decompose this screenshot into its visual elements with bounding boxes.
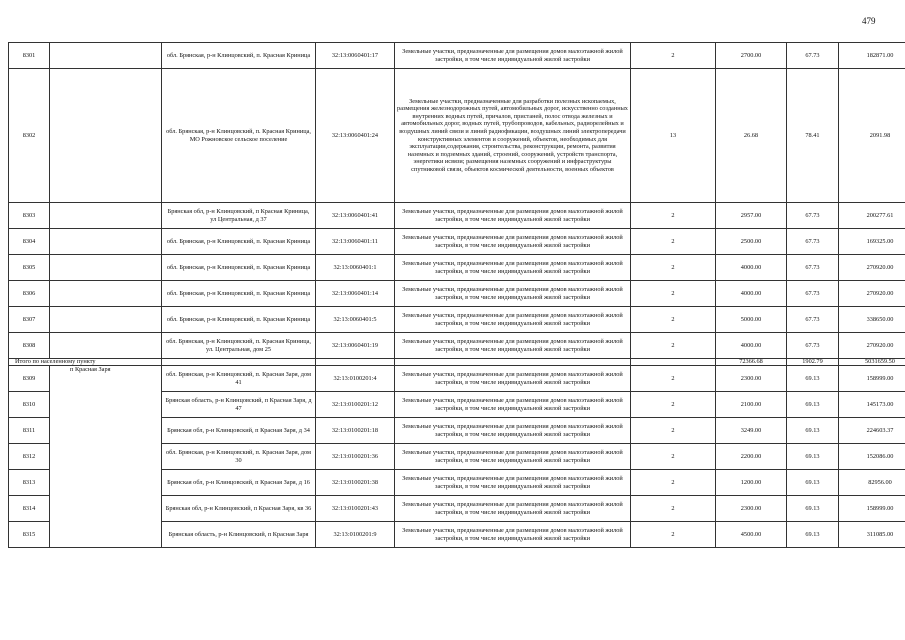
area-cell: 2500.00: [716, 229, 787, 255]
address-cell: обл. Брянская, р-н Клинцовский, п. Красная Криница: [162, 229, 316, 255]
blank-cell: [50, 333, 162, 359]
land-use-cell: Земельные участки, предназначенные для размещения домов малоэтажной жилой застройки, в том числе индивидуальной жилой застройки: [395, 470, 631, 496]
table-row: [9, 366, 905, 392]
cadastral-number: 32:13:0100201:12: [316, 392, 395, 418]
land-use-cell: Земельные участки, предназначенные для размещения домов малоэтажной жилой застройки, в том числе индивидуальной жилой застройки: [395, 522, 631, 548]
land-use-cell: Земельные участки, предназначенные для размещения домов малоэтажной жилой застройки, в том числе индивидуальной жилой застройки: [395, 333, 631, 359]
land-use-cell: Земельные участки, предназначенные для размещения домов малоэтажной жилой застройки, в том числе индивидуальной жилой застройки: [395, 229, 631, 255]
zone-cell: 2: [631, 333, 716, 359]
cadastral-number: 32:13:0100201:36: [316, 444, 395, 470]
land-use-cell: Земельные участки, предназначенные для размещения домов малоэтажной жилой застройки, в том числе индивидуальной жилой застройки: [395, 307, 631, 333]
area-cell: 4000.00: [716, 255, 787, 281]
address-cell: Брянская обл, р-н Клинцовский, п Красная Заря, д 34: [162, 418, 316, 444]
table-row: [9, 281, 905, 307]
land-use-cell: Земельные участки, предназначенные для размещения домов малоэтажной жилой застройки, в том числе индивидуальной жилой застройки: [395, 255, 631, 281]
row-number: 8311: [9, 418, 50, 444]
address-cell: Брянская область, р-н Клинцовский, п Красная Заря: [162, 522, 316, 548]
address-cell: обл. Брянская, р-н Клинцовский, п. Красная Криница: [162, 255, 316, 281]
table-row: [9, 203, 905, 229]
blank-cell: [50, 69, 162, 203]
area-cell: 2957.00: [716, 203, 787, 229]
rate-cell: 69.13: [787, 522, 839, 548]
blank-cell: [50, 281, 162, 307]
address-cell: обл. Брянская, р-н Клинцовский, п. Красная Криница: [162, 281, 316, 307]
land-use-cell: Земельные участки, предназначенные для размещения домов малоэтажной жилой застройки, в том числе индивидуальной жилой застройки: [395, 444, 631, 470]
rate-cell: 67.73: [787, 255, 839, 281]
settlement-name: п Красная Заря: [50, 366, 162, 548]
rate-cell: 67.73: [787, 333, 839, 359]
area-cell: 1200.00: [716, 470, 787, 496]
rate-cell: 69.13: [787, 444, 839, 470]
blank-cell: [50, 255, 162, 281]
row-number: 8307: [9, 307, 50, 333]
cadastral-number: 32:13:0060401:11: [316, 229, 395, 255]
zone-cell: 2: [631, 43, 716, 69]
value-cell: 270920.00: [839, 255, 905, 281]
page-number: 479: [862, 16, 876, 26]
row-number: 8302: [9, 69, 50, 203]
zone-cell: 2: [631, 418, 716, 444]
table-row: [9, 229, 905, 255]
zone-cell: 2: [631, 229, 716, 255]
address-cell: Брянская обл, р-н Клинцовский, п Красная Заря, кв 36: [162, 496, 316, 522]
zone-cell: 2: [631, 307, 716, 333]
cadastral-number: 32:13:0060401:24: [316, 69, 395, 203]
rate-cell: 69.13: [787, 496, 839, 522]
rate-cell: 69.13: [787, 392, 839, 418]
rate-cell: 67.73: [787, 281, 839, 307]
land-registry-table: [8, 42, 905, 548]
rate-cell: 69.13: [787, 418, 839, 444]
value-cell: 158999.00: [839, 366, 905, 392]
row-number: 8308: [9, 333, 50, 359]
land-use-cell: Земельные участки, предназначенные для разработки полезных ископаемых, размещения железнодорожных путей, автомобильных дорог, искусственно созданных внутренних водных путей, причалов, пристаней, полос отвода железных и автомобильных дорог, водных путей, трубопроводов, кабельных, радиорелейных и воздушных линий связи и линий радиофикации, воздушных линий электропередачи конструктивных элементов и сооружений, объектов, необходимых для эксплуатации,содержания, строительства, реконструкции, ремонта, развития наземных и подземных зданий, строений, сооружений, устройств транспорта, энергетики исвязи; размещения наземных сооружений и инфраструктуры спутниковой связи, объектов космической деятельности, военных объектов: [395, 69, 631, 203]
zone-cell: 2: [631, 281, 716, 307]
area-cell: 4000.00: [716, 281, 787, 307]
blank-cell: [162, 359, 316, 366]
land-use-cell: Земельные участки, предназначенные для размещения домов малоэтажной жилой застройки, в том числе индивидуальной жилой застройки: [395, 392, 631, 418]
rate-cell: 69.13: [787, 366, 839, 392]
value-cell: 158999.00: [839, 496, 905, 522]
cadastral-number: 32:13:0100201:9: [316, 522, 395, 548]
address-cell: обл. Брянская, р-н Клинцовский, п. Красная Заря, дом 30: [162, 444, 316, 470]
address-cell: обл. Брянская, р-н Клинцовский, п. Красная Криница, МО Рожновское сельское поселение: [162, 69, 316, 203]
subtotal-value: 5031659.50: [839, 359, 905, 366]
rate-cell: 67.73: [787, 307, 839, 333]
area-cell: 3249.00: [716, 418, 787, 444]
table-row: [9, 307, 905, 333]
zone-cell: 2: [631, 444, 716, 470]
subtotal-rate: 1902.79: [787, 359, 839, 366]
zone-cell: 2: [631, 392, 716, 418]
subtotal-area: 72366.68: [716, 359, 787, 366]
value-cell: 311085.00: [839, 522, 905, 548]
area-cell: 2300.00: [716, 496, 787, 522]
blank-cell: [50, 229, 162, 255]
value-cell: 270920.00: [839, 333, 905, 359]
land-use-cell: Земельные участки, предназначенные для размещения домов малоэтажной жилой застройки, в том числе индивидуальной жилой застройки: [395, 281, 631, 307]
address-cell: Брянская обл, р-н Клинцовский, п Красная Криница, ул Центральная, д 37: [162, 203, 316, 229]
value-cell: 338650.00: [839, 307, 905, 333]
value-cell: 270920.00: [839, 281, 905, 307]
cadastral-number: 32:13:0060401:19: [316, 333, 395, 359]
rate-cell: 67.73: [787, 229, 839, 255]
table-row: [9, 333, 905, 359]
subtotal-row: [9, 359, 905, 366]
row-number: 8309: [9, 366, 50, 392]
land-use-cell: Земельные участки, предназначенные для размещения домов малоэтажной жилой застройки, в том числе индивидуальной жилой застройки: [395, 418, 631, 444]
address-cell: Брянская обл, р-н Клинцовский, п Красная Заря, д 16: [162, 470, 316, 496]
area-cell: 5000.00: [716, 307, 787, 333]
row-number: 8303: [9, 203, 50, 229]
rate-cell: 78.41: [787, 69, 839, 203]
land-use-cell: Земельные участки, предназначенные для размещения домов малоэтажной жилой застройки, в том числе индивидуальной жилой застройки: [395, 43, 631, 69]
area-cell: 2200.00: [716, 444, 787, 470]
zone-cell: 2: [631, 366, 716, 392]
cadastral-number: 32:13:0060401:17: [316, 43, 395, 69]
cadastral-number: 32:13:0100201:18: [316, 418, 395, 444]
zone-cell: 2: [631, 496, 716, 522]
land-use-cell: Земельные участки, предназначенные для размещения домов малоэтажной жилой застройки, в том числе индивидуальной жилой застройки: [395, 366, 631, 392]
area-cell: 2300.00: [716, 366, 787, 392]
cadastral-number: 32:13:0060401:14: [316, 281, 395, 307]
rate-cell: 67.73: [787, 43, 839, 69]
area-cell: 2700.00: [716, 43, 787, 69]
value-cell: 224603.37: [839, 418, 905, 444]
value-cell: 82956.00: [839, 470, 905, 496]
area-cell: 4000.00: [716, 333, 787, 359]
rate-cell: 69.13: [787, 470, 839, 496]
blank-cell: [50, 307, 162, 333]
blank-cell: [50, 43, 162, 69]
value-cell: 169325.00: [839, 229, 905, 255]
row-number: 8313: [9, 470, 50, 496]
address-cell: обл. Брянская, р-н Клинцовский, п. Красная Криница: [162, 43, 316, 69]
value-cell: 152086.00: [839, 444, 905, 470]
blank-cell: [631, 359, 716, 366]
address-cell: обл. Брянская, р-н Клинцовский, п. Красная Криница: [162, 307, 316, 333]
value-cell: 182871.00: [839, 43, 905, 69]
area-cell: 26.68: [716, 69, 787, 203]
row-number: 8314: [9, 496, 50, 522]
address-cell: обл. Брянская, р-н Клинцовский, п. Красная Криница, ул. Центральная, дом 25: [162, 333, 316, 359]
zone-cell: 13: [631, 69, 716, 203]
cadastral-number: 32:13:0100201:4: [316, 366, 395, 392]
row-number: 8312: [9, 444, 50, 470]
zone-cell: 2: [631, 470, 716, 496]
cadastral-number: 32:13:0060401:41: [316, 203, 395, 229]
value-cell: 145173.00: [839, 392, 905, 418]
blank-cell: [316, 359, 395, 366]
value-cell: 200277.61: [839, 203, 905, 229]
registry-body: [9, 43, 905, 548]
blank-cell: [395, 359, 631, 366]
rate-cell: 67.73: [787, 203, 839, 229]
area-cell: 2100.00: [716, 392, 787, 418]
row-number: 8301: [9, 43, 50, 69]
row-number: 8304: [9, 229, 50, 255]
land-use-cell: Земельные участки, предназначенные для размещения домов малоэтажной жилой застройки, в том числе индивидуальной жилой застройки: [395, 203, 631, 229]
table-row: [9, 43, 905, 69]
cadastral-number: 32:13:0100201:43: [316, 496, 395, 522]
table-row: [9, 69, 905, 203]
land-use-cell: Земельные участки, предназначенные для размещения домов малоэтажной жилой застройки, в том числе индивидуальной жилой застройки: [395, 496, 631, 522]
zone-cell: 2: [631, 522, 716, 548]
blank-cell: [50, 203, 162, 229]
zone-cell: 2: [631, 203, 716, 229]
cadastral-number: 32:13:0060401:5: [316, 307, 395, 333]
cadastral-number: 32:13:0060401:1: [316, 255, 395, 281]
cadastral-number: 32:13:0100201:38: [316, 470, 395, 496]
row-number: 8306: [9, 281, 50, 307]
table-row: [9, 255, 905, 281]
subtotal-label: Итого по населенному пункту: [9, 359, 162, 366]
value-cell: 2091.98: [839, 69, 905, 203]
area-cell: 4500.00: [716, 522, 787, 548]
row-number: 8305: [9, 255, 50, 281]
row-number: 8310: [9, 392, 50, 418]
address-cell: Брянская область, р-н Клинцовский, п Красная Заря, д 47: [162, 392, 316, 418]
row-number: 8315: [9, 522, 50, 548]
zone-cell: 2: [631, 255, 716, 281]
address-cell: обл. Брянская, р-н Клинцовский, п. Красная Заря, дом 41: [162, 366, 316, 392]
